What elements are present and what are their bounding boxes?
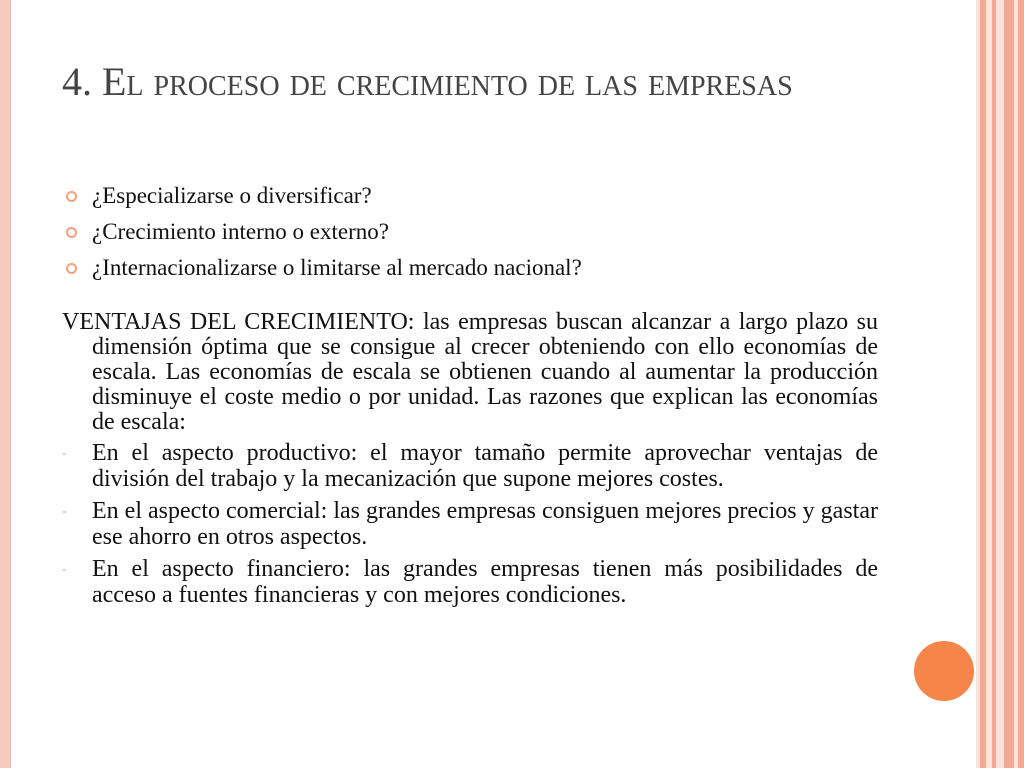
question-list: [62, 178, 878, 286]
reason-item: [62, 441, 878, 492]
right-frame-border: [976, 0, 1024, 768]
reason-text: En el aspecto productivo: el mayor tamaño permite aprovechar ventajas de división del trabajo y la mecanización que supone mejores costes.: [92, 440, 878, 492]
question-text: ¿Crecimiento interno o externo?: [92, 219, 389, 244]
frame-stripe: [992, 0, 996, 768]
question-item: [62, 250, 878, 286]
dash-bullet-icon: -: [62, 562, 67, 577]
ring-bullet-icon: [66, 263, 77, 274]
reason-text: En el aspecto comercial: las grandes empresas consiguen mejores precios y gastar ese ahorro en otros aspectos.: [92, 498, 878, 550]
slide-title: 4. El proceso de crecimiento de las empresas: [62, 59, 793, 104]
reason-text: En el aspecto financiero: las grandes empresas tienen más posibilidades de acceso a fuentes financieras y con mejores condiciones.: [92, 556, 878, 608]
left-frame-border: [0, 0, 11, 768]
reason-item: [62, 557, 878, 608]
dash-bullet-icon: -: [62, 446, 67, 461]
question-item: [62, 214, 878, 250]
slide-content: [62, 178, 878, 615]
reason-item: [62, 499, 878, 550]
ring-bullet-icon: [66, 191, 77, 202]
reasons-list: [62, 441, 878, 608]
question-item: [62, 178, 878, 214]
dash-bullet-icon: -: [62, 504, 67, 519]
decorative-circle-icon: [914, 641, 974, 701]
question-text: ¿Especializarse o diversificar?: [92, 183, 372, 208]
ring-bullet-icon: [66, 227, 77, 238]
advantages-paragraph: VENTAJAS DEL CRECIMIENTO: las empresas buscan alcanzar a largo plazo su dimensión óptima que se consigue al crecer obteniendo con ello economías de escala. Las economías de escala se obtienen cuando al aumentar la producción disminuye el coste medio o por unidad. Las razones que explican las economías de escala:: [62, 309, 878, 435]
frame-stripe: [980, 0, 986, 768]
question-text: ¿Internacionalizarse o limitarse al mercado nacional?: [92, 255, 582, 280]
frame-stripe: [1018, 0, 1024, 768]
frame-stripe: [1004, 0, 1014, 768]
